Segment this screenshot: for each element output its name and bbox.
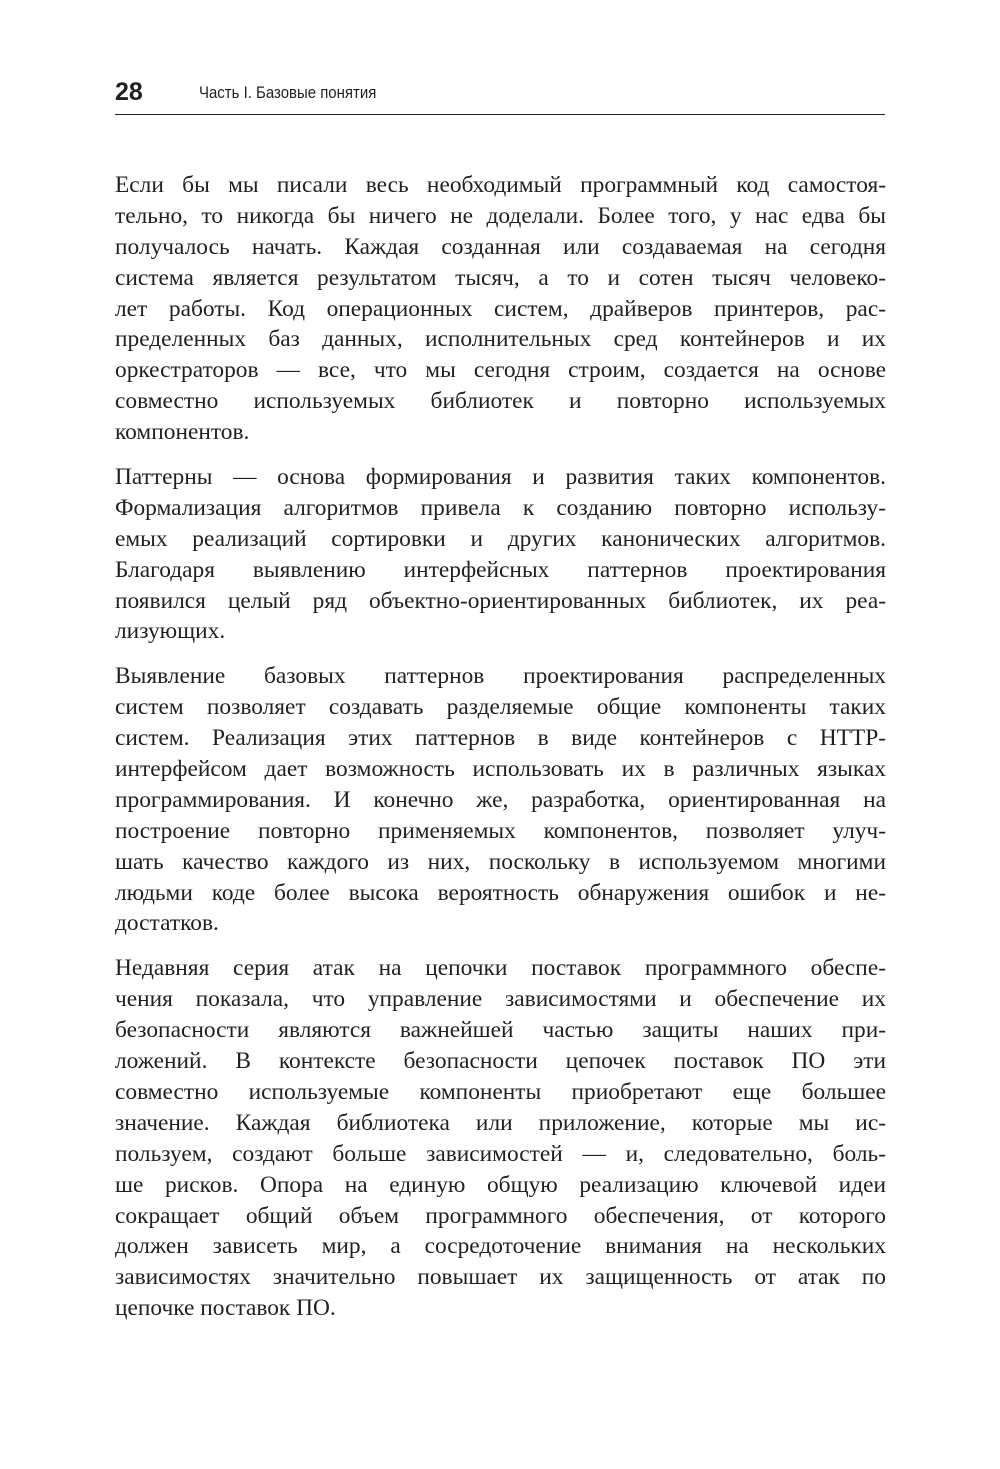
text-line: Недавняя серия атак на цепочки поставок программного обеспе-: [115, 955, 886, 982]
text-line: систем позволяет создавать разделяемые общие компоненты таких: [115, 694, 886, 721]
text-line: ложений. В контексте безопасности цепочек поставок ПО эти: [115, 1048, 886, 1075]
text-line: Если бы мы писали весь необходимый программный код самостоя-: [115, 172, 886, 198]
paragraph: [115, 170, 886, 448]
page-number: 28: [115, 77, 143, 106]
text-line: интерфейсом дает возможность использовать их в различных языках: [115, 756, 886, 783]
text-line: программирования. И конечно же, разработка, ориентированная на: [115, 786, 886, 813]
text-line: совместно используемые компоненты приобретают еще большее: [115, 1078, 886, 1105]
text-line: Паттерны — основа формирования и развития таких компонентов.: [115, 464, 886, 491]
text-line: Выявление базовых паттернов проектирования распределенных: [115, 663, 886, 690]
text-line: появился целый ряд объектно-ориентированных библиотек, их реа-: [115, 587, 886, 614]
text-line: достатков.: [115, 910, 219, 937]
text-line: оркестраторов — все, что мы сегодня строим, создается на основе: [115, 357, 886, 384]
paragraph: [115, 462, 886, 647]
text-line: сокращает общий объем программного обеспечения, от которого: [115, 1202, 886, 1229]
text-line: система является результатом тысяч, а то и сотен тысяч человеко-: [115, 264, 886, 291]
text-line: Формализация алгоритмов привела к созданию повторно использу-: [115, 494, 886, 521]
text-line: построение повторно применяемых компонентов, позволяет улуч-: [115, 817, 886, 844]
text-line: зависимостях значительно повышает их защищенность от атак по: [115, 1264, 886, 1291]
text-line: цепочке поставок ПО.: [115, 1295, 336, 1322]
text-line: безопасности являются важнейшей частью защиты наших при-: [115, 1017, 886, 1044]
text-line: компонентов.: [115, 419, 250, 446]
text-line: лет работы. Код операционных систем, драйверов принтеров, рас-: [115, 295, 886, 322]
text-line: тельно, то никогда бы ничего не доделали. Более того, у нас едва бы: [115, 202, 886, 229]
running-head: Часть I. Базовые понятия: [199, 82, 377, 102]
text-line: значение. Каждая библиотека или приложение, которые мы ис-: [115, 1109, 886, 1136]
text-line: шать качество каждого из них, поскольку в используемом многими: [115, 848, 886, 875]
text-line: должен зависеть мир, а сосредоточение внимания на нескольких: [115, 1233, 886, 1260]
body-text: [115, 170, 886, 1338]
text-line: систем. Реализация этих паттернов в виде контейнеров с HTTP-: [115, 725, 886, 752]
text-line: емых реализаций сортировки и других канонических алгоритмов.: [115, 525, 886, 552]
text-line: людьми коде более высока вероятность обнаружения ошибок и не-: [115, 879, 886, 906]
paragraph: [115, 953, 886, 1324]
text-line: лизующих.: [115, 618, 226, 645]
text-line: ше рисков. Опора на единую общую реализацию ключевой идеи: [115, 1171, 886, 1198]
page-header: [115, 70, 885, 115]
text-line: пределенных баз данных, исполнительных сред контейнеров и их: [115, 326, 886, 353]
text-line: чения показала, что управление зависимостями и обеспечение их: [115, 986, 886, 1013]
text-line: пользуем, создают больше зависимостей — и, следовательно, боль-: [115, 1140, 886, 1167]
text-line: получалось начать. Каждая созданная или создаваемая на сегодня: [115, 233, 886, 260]
text-line: Благодаря выявлению интерфейсных паттернов проектирования: [115, 556, 886, 583]
text-line: совместно используемых библиотек и повторно используемых: [115, 388, 886, 415]
paragraph: [115, 661, 886, 939]
